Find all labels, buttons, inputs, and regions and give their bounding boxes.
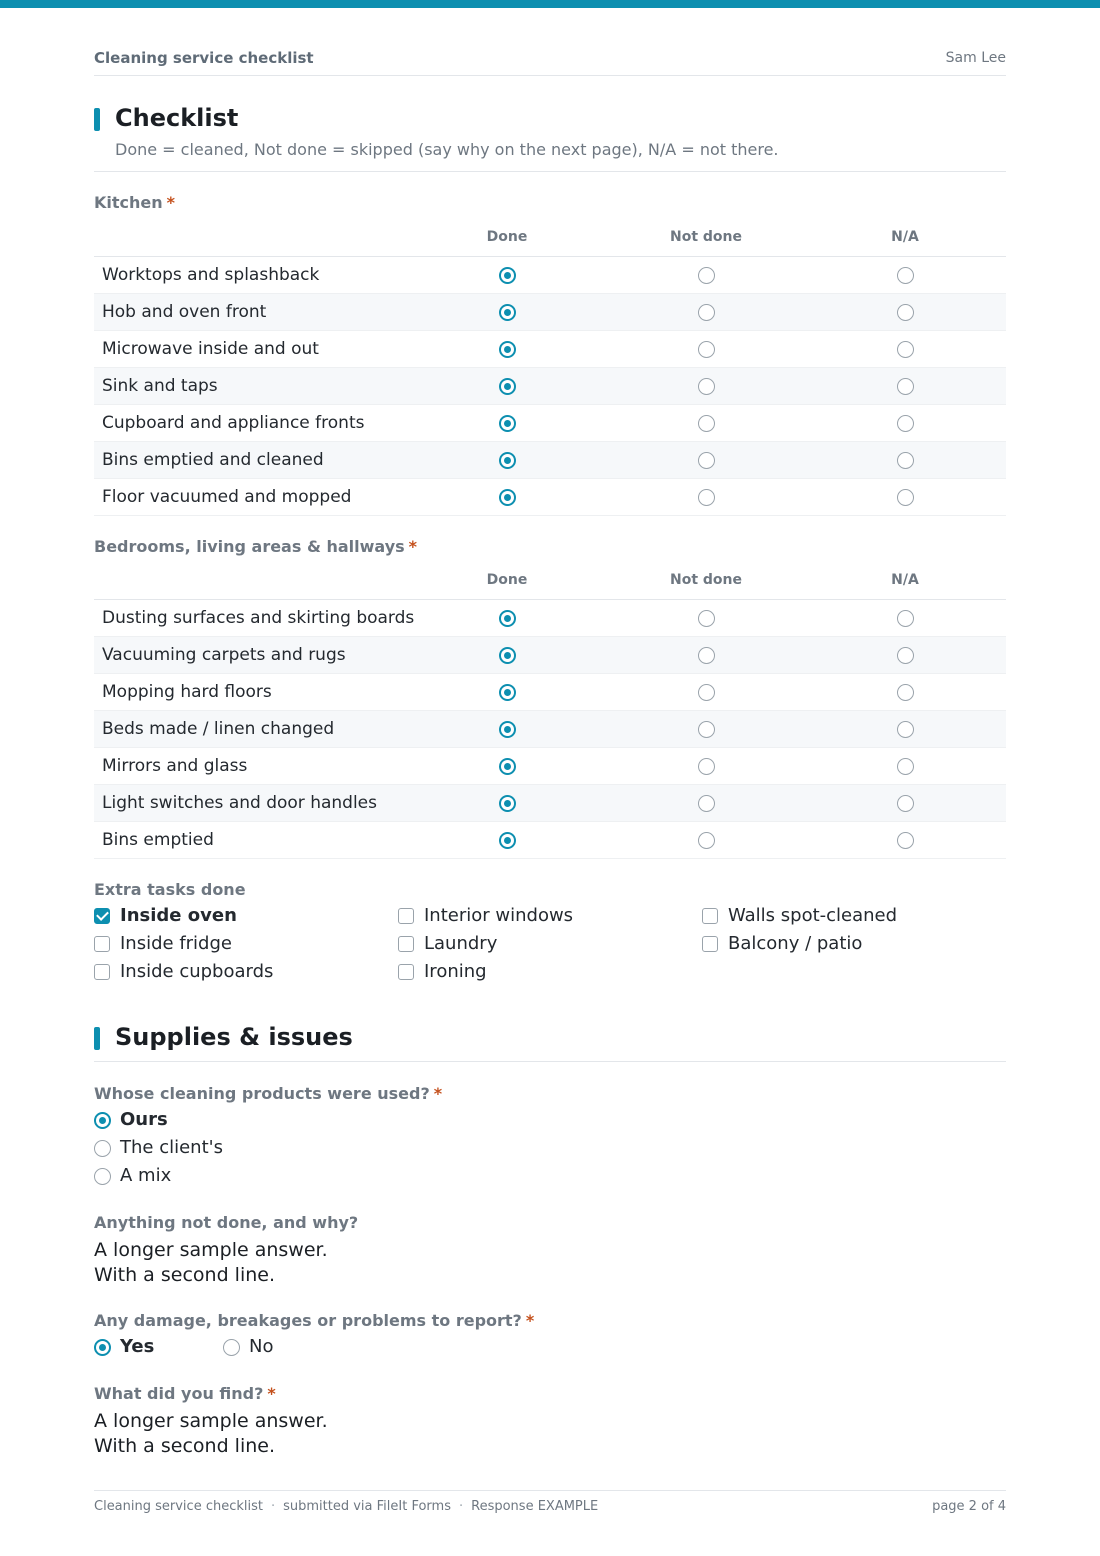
footer-response: Response EXAMPLE <box>471 1499 599 1514</box>
form-title: Cleaning service checklist <box>94 49 314 67</box>
checkbox-label: Inside fridge <box>120 933 232 954</box>
radio-cell <box>698 610 715 627</box>
radio-cell <box>897 415 914 432</box>
radio-cell <box>499 684 516 701</box>
table-row <box>94 637 1006 674</box>
radio-cell <box>499 304 516 321</box>
radio-cell <box>499 341 516 358</box>
table-row <box>94 748 1006 785</box>
radio-cell <box>698 267 715 284</box>
radio-n-a[interactable] <box>897 721 914 738</box>
column-done: Done <box>486 229 528 245</box>
kitchen-label <box>94 193 175 212</box>
table-row <box>94 331 1006 368</box>
column-na: N/A <box>891 572 919 588</box>
radio-cell <box>897 721 914 738</box>
option-label: Ours <box>120 1109 168 1130</box>
products-label <box>94 1084 442 1103</box>
radio-cell <box>698 795 715 812</box>
radio-cell <box>698 378 715 395</box>
answer-line-1: A longer sample answer. <box>94 1239 328 1261</box>
checkbox-label: Inside cupboards <box>120 961 274 982</box>
radio-cell <box>698 415 715 432</box>
row-label: Mopping hard floors <box>102 682 272 702</box>
radio-cell <box>897 647 914 664</box>
radio-not-done[interactable] <box>698 267 715 284</box>
radio-done[interactable] <box>499 415 516 432</box>
radio-cell <box>698 452 715 469</box>
column-not-done: Not done <box>669 572 742 588</box>
products-label-text: Whose cleaning products were used? <box>94 1084 430 1103</box>
radio-cell <box>698 647 715 664</box>
radio-done[interactable] <box>499 378 516 395</box>
checkbox-label: Balcony / patio <box>728 933 863 954</box>
kitchen-grid <box>94 219 1006 516</box>
table-row <box>94 257 1006 294</box>
table-row <box>94 479 1006 516</box>
section-divider <box>94 171 1006 172</box>
radio-cell <box>897 267 914 284</box>
radio-cell <box>499 647 516 664</box>
section-accent-bar <box>94 1027 100 1050</box>
radio-done[interactable] <box>499 832 516 849</box>
row-label: Microwave inside and out <box>102 339 319 359</box>
bedrooms-label-text: Bedrooms, living areas & hallways <box>94 537 405 556</box>
table-row <box>94 294 1006 331</box>
radio-n-a[interactable] <box>897 647 914 664</box>
row-label: Cupboard and appliance fronts <box>102 413 365 433</box>
row-label: Sink and taps <box>102 376 218 396</box>
radio-cell <box>499 378 516 395</box>
radio-not-done[interactable] <box>698 795 715 812</box>
checkbox[interactable] <box>94 936 110 952</box>
radio-n-a[interactable] <box>897 758 914 775</box>
answer-line-2: With a second line. <box>94 1264 275 1286</box>
radio-done[interactable] <box>499 721 516 738</box>
radio-not-done[interactable] <box>698 758 715 775</box>
column-not-done: Not done <box>669 229 742 245</box>
required-marker: * <box>525 1311 535 1330</box>
radio[interactable] <box>223 1339 240 1356</box>
radio-cell <box>698 721 715 738</box>
radio-cell <box>499 832 516 849</box>
section-divider <box>94 1061 1006 1062</box>
radio-n-a[interactable] <box>897 304 914 321</box>
checkbox-label: Ironing <box>424 961 487 982</box>
checklist-section-header <box>94 104 1006 172</box>
table-row <box>94 368 1006 405</box>
section-title: Checklist <box>115 104 239 132</box>
radio-not-done[interactable] <box>698 721 715 738</box>
footer-separator: · <box>458 1499 464 1514</box>
answer-line-1: A longer sample answer. <box>94 1410 328 1432</box>
radio-done[interactable] <box>499 647 516 664</box>
bedrooms-label <box>94 537 417 556</box>
required-marker: * <box>267 1384 276 1403</box>
radio-done[interactable] <box>499 304 516 321</box>
page-number: page 2 of 4 <box>932 1499 1006 1514</box>
radio-cell <box>499 610 516 627</box>
radio-not-done[interactable] <box>698 378 715 395</box>
radio-cell <box>897 489 914 506</box>
footer-info <box>94 1499 598 1514</box>
form-page <box>94 0 1006 1556</box>
not-done-label: Anything not done, and why? <box>94 1213 359 1232</box>
radio-cell <box>499 415 516 432</box>
radio[interactable] <box>94 1140 111 1157</box>
row-label: Dusting surfaces and skirting boards <box>102 608 415 628</box>
checkbox[interactable] <box>94 964 110 980</box>
radio-cell <box>698 304 715 321</box>
radio[interactable] <box>94 1112 111 1129</box>
checkbox-label: Inside oven <box>120 905 237 926</box>
radio-n-a[interactable] <box>897 341 914 358</box>
extras-label: Extra tasks done <box>94 880 246 899</box>
row-label: Beds made / linen changed <box>102 719 335 739</box>
radio-cell <box>897 832 914 849</box>
damage-label <box>94 1311 534 1330</box>
footer-submitted: submitted via FileIt Forms <box>283 1499 451 1514</box>
radio-not-done[interactable] <box>698 610 715 627</box>
page-header <box>94 48 1006 76</box>
radio-done[interactable] <box>499 489 516 506</box>
radio-not-done[interactable] <box>698 415 715 432</box>
option-label: A mix <box>120 1165 172 1186</box>
radio-done[interactable] <box>499 684 516 701</box>
radio-cell <box>897 452 914 469</box>
radio-n-a[interactable] <box>897 452 914 469</box>
radio-cell <box>698 684 715 701</box>
radio-n-a[interactable] <box>897 684 914 701</box>
table-row <box>94 405 1006 442</box>
checkbox[interactable] <box>398 964 414 980</box>
radio-cell <box>897 795 914 812</box>
row-label: Light switches and door handles <box>102 793 377 813</box>
radio-n-a[interactable] <box>897 267 914 284</box>
radio-cell <box>499 721 516 738</box>
option-label: No <box>249 1336 274 1357</box>
radio-done[interactable] <box>499 795 516 812</box>
radio-cell <box>698 489 715 506</box>
radio-cell <box>499 795 516 812</box>
table-row <box>94 711 1006 748</box>
radio-cell <box>499 452 516 469</box>
radio-not-done[interactable] <box>698 647 715 664</box>
required-marker: * <box>408 537 418 556</box>
row-label: Worktops and splashback <box>102 265 320 285</box>
checkbox-label: Walls spot-cleaned <box>728 905 898 926</box>
bedrooms-grid <box>94 562 1006 859</box>
required-marker: * <box>433 1084 443 1103</box>
answer-line-2: With a second line. <box>94 1435 275 1457</box>
radio-n-a[interactable] <box>897 832 914 849</box>
footer-separator: · <box>270 1499 276 1514</box>
row-label: Hob and oven front <box>102 302 267 322</box>
radio-cell <box>698 341 715 358</box>
section-description: Done = cleaned, Not done = skipped (say why on the next page), N/A = not there. <box>115 140 779 159</box>
radio[interactable] <box>94 1339 111 1356</box>
checkbox[interactable] <box>702 908 718 924</box>
table-row <box>94 785 1006 822</box>
row-label: Mirrors and glass <box>102 756 248 776</box>
checkbox[interactable] <box>702 936 718 952</box>
row-label: Bins emptied and cleaned <box>102 450 324 470</box>
table-row <box>94 600 1006 637</box>
section-title: Supplies & issues <box>115 1023 353 1051</box>
radio-not-done[interactable] <box>698 489 715 506</box>
radio-done[interactable] <box>499 341 516 358</box>
radio-cell <box>698 832 715 849</box>
found-label-text: What did you find? <box>94 1384 264 1403</box>
radio-cell <box>897 341 914 358</box>
radio-cell <box>499 489 516 506</box>
radio-cell <box>499 758 516 775</box>
radio-not-done[interactable] <box>698 341 715 358</box>
radio-not-done[interactable] <box>698 452 715 469</box>
checkbox-label: Interior windows <box>424 905 574 926</box>
radio-n-a[interactable] <box>897 489 914 506</box>
radio-n-a[interactable] <box>897 415 914 432</box>
kitchen-rows <box>94 257 1006 516</box>
radio-n-a[interactable] <box>897 378 914 395</box>
radio-n-a[interactable] <box>897 795 914 812</box>
not-done-answer <box>94 1238 328 1288</box>
row-label: Floor vacuumed and mopped <box>102 487 352 507</box>
radio-cell <box>897 758 914 775</box>
checkbox[interactable] <box>94 908 110 924</box>
checkbox[interactable] <box>398 936 414 952</box>
footer-form-name: Cleaning service checklist <box>94 1499 263 1514</box>
table-row <box>94 822 1006 859</box>
radio-cell <box>698 758 715 775</box>
radio[interactable] <box>94 1168 111 1185</box>
grid-header <box>94 219 1006 257</box>
radio-done[interactable] <box>499 267 516 284</box>
radio-done[interactable] <box>499 452 516 469</box>
supplies-section-header <box>94 1023 1006 1063</box>
user-name: Sam Lee <box>945 50 1006 66</box>
section-accent-bar <box>94 108 100 131</box>
radio-cell <box>499 267 516 284</box>
radio-done[interactable] <box>499 610 516 627</box>
checkbox-label: Laundry <box>424 933 498 954</box>
table-row <box>94 442 1006 479</box>
radio-cell <box>897 378 914 395</box>
radio-cell <box>897 684 914 701</box>
checkbox[interactable] <box>398 908 414 924</box>
radio-not-done[interactable] <box>698 684 715 701</box>
column-done: Done <box>486 572 528 588</box>
radio-done[interactable] <box>499 758 516 775</box>
page-footer <box>94 1490 1006 1520</box>
radio-not-done[interactable] <box>698 832 715 849</box>
option-label: Yes <box>120 1336 155 1357</box>
found-label <box>94 1384 276 1403</box>
radio-n-a[interactable] <box>897 610 914 627</box>
radio-not-done[interactable] <box>698 304 715 321</box>
damage-label-text: Any damage, breakages or problems to report? <box>94 1311 522 1330</box>
radio-cell <box>897 304 914 321</box>
column-na: N/A <box>891 229 919 245</box>
option-label: The client's <box>120 1137 223 1158</box>
radio-cell <box>897 610 914 627</box>
kitchen-label-text: Kitchen <box>94 193 163 212</box>
table-row <box>94 674 1006 711</box>
required-marker: * <box>166 193 176 212</box>
grid-header <box>94 562 1006 600</box>
row-label: Bins emptied <box>102 830 214 850</box>
bedrooms-rows <box>94 600 1006 859</box>
found-answer <box>94 1409 328 1459</box>
row-label: Vacuuming carpets and rugs <box>102 645 346 665</box>
